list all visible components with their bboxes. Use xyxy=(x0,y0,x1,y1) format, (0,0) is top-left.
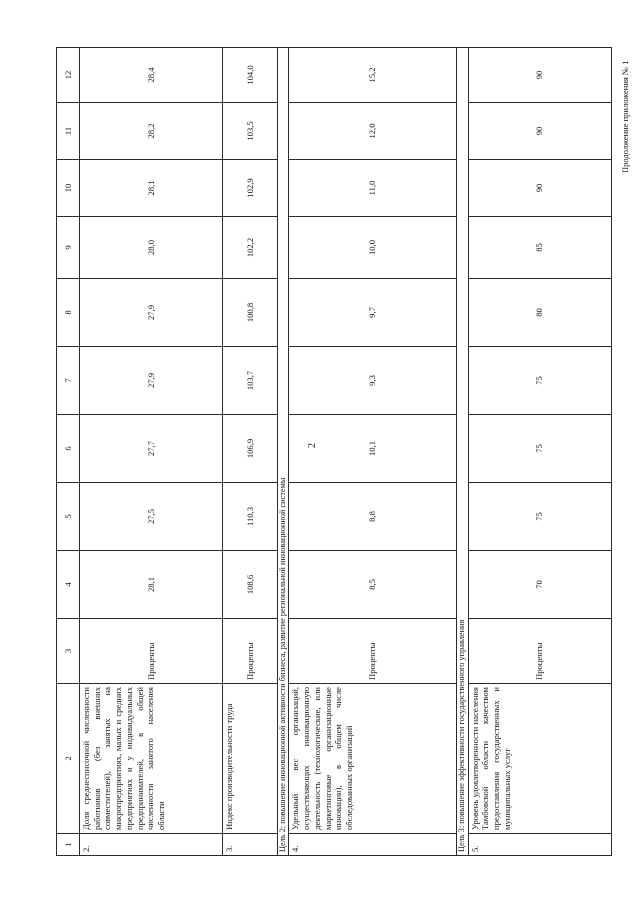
value-cell: 28,2 xyxy=(80,103,223,160)
header-cell: 6 xyxy=(57,415,80,483)
header-cell: 3 xyxy=(57,619,80,684)
unit-cell: Проценты xyxy=(289,619,457,684)
table-row xyxy=(289,48,457,856)
value-cell: 10,1 xyxy=(289,415,457,483)
value-cell: 103,7 xyxy=(223,347,278,415)
value-cell: 102,9 xyxy=(223,160,278,217)
value-cell: 80 xyxy=(468,279,611,347)
appendix-note: Продолжение приложения № 1 xyxy=(620,60,630,173)
header-cell: 9 xyxy=(57,217,80,279)
row-number: 4. xyxy=(289,834,457,856)
section-row xyxy=(457,48,468,856)
header-cell: 8 xyxy=(57,279,80,347)
page-number: 2 xyxy=(307,443,318,448)
row-number: 2. xyxy=(80,834,223,856)
value-cell: 104,0 xyxy=(223,48,278,103)
rotated-table-container xyxy=(56,48,616,856)
value-cell: 10,0 xyxy=(289,217,457,279)
header-cell: 1 xyxy=(57,834,80,856)
row-number: 5. xyxy=(468,834,611,856)
value-cell: 108,6 xyxy=(223,551,278,619)
value-cell: 28,1 xyxy=(80,551,223,619)
value-cell: 75 xyxy=(468,347,611,415)
value-cell: 106,9 xyxy=(223,415,278,483)
value-cell: 9,7 xyxy=(289,279,457,347)
section-goal-2: Цель 2: повышение инновационной активности бизнеса, развитие региональной инновационной системы xyxy=(278,48,289,856)
table-row xyxy=(223,48,278,856)
value-cell: 27,5 xyxy=(80,483,223,551)
value-cell: 103,5 xyxy=(223,103,278,160)
value-cell: 28,4 xyxy=(80,48,223,103)
section-row xyxy=(278,48,289,856)
unit-cell: Проценты xyxy=(80,619,223,684)
value-cell: 15,2 xyxy=(289,48,457,103)
value-cell: 28,0 xyxy=(80,217,223,279)
value-cell: 75 xyxy=(468,483,611,551)
value-cell: 70 xyxy=(468,551,611,619)
value-cell: 85 xyxy=(468,217,611,279)
header-cell: 2 xyxy=(57,684,80,834)
header-cell: 11 xyxy=(57,103,80,160)
unit-cell: Проценты xyxy=(223,619,278,684)
header-cell: 5 xyxy=(57,483,80,551)
header-cell: 10 xyxy=(57,160,80,217)
indicator-name: Удельный вес организаций, осуществляющих инновационную деятельность (технологические, или маркетинговые организационные инновации), в общем числе обследованных организаций xyxy=(289,684,457,834)
section-goal-3: Цель 3: повышение эффективности государственного управления xyxy=(457,48,468,856)
header-cell: 7 xyxy=(57,347,80,415)
value-cell: 75 xyxy=(468,415,611,483)
indicator-name: Доля среднесписочной численности работников (без внешних совместителей), занятых на микропредприятиях, малых и средних предприятиях и у индивидуальных предпринимателей, в общей численности занятого населения области xyxy=(80,684,223,834)
value-cell: 102,2 xyxy=(223,217,278,279)
value-cell: 8,8 xyxy=(289,483,457,551)
indicator-name: Индекс производительности труда xyxy=(223,684,278,834)
value-cell: 11,0 xyxy=(289,160,457,217)
value-cell: 27,7 xyxy=(80,415,223,483)
indicators-table xyxy=(56,47,612,856)
value-cell: 9,3 xyxy=(289,347,457,415)
value-cell: 8,5 xyxy=(289,551,457,619)
value-cell: 90 xyxy=(468,160,611,217)
value-cell: 90 xyxy=(468,103,611,160)
row-number: 3. xyxy=(223,834,278,856)
value-cell: 90 xyxy=(468,48,611,103)
value-cell: 110,3 xyxy=(223,483,278,551)
value-cell: 27,9 xyxy=(80,279,223,347)
header-cell: 12 xyxy=(57,48,80,103)
table-row xyxy=(468,48,611,856)
indicator-name: Уровень удовлетворенности населения Тамбовской области качеством предоставления государственных и муниципальных услуг xyxy=(468,684,611,834)
value-cell: 27,9 xyxy=(80,347,223,415)
value-cell: 28,1 xyxy=(80,160,223,217)
header-row xyxy=(57,48,80,856)
value-cell: 100,8 xyxy=(223,279,278,347)
header-cell: 4 xyxy=(57,551,80,619)
unit-cell: Проценты xyxy=(468,619,611,684)
value-cell: 12,0 xyxy=(289,103,457,160)
table-row xyxy=(80,48,223,856)
